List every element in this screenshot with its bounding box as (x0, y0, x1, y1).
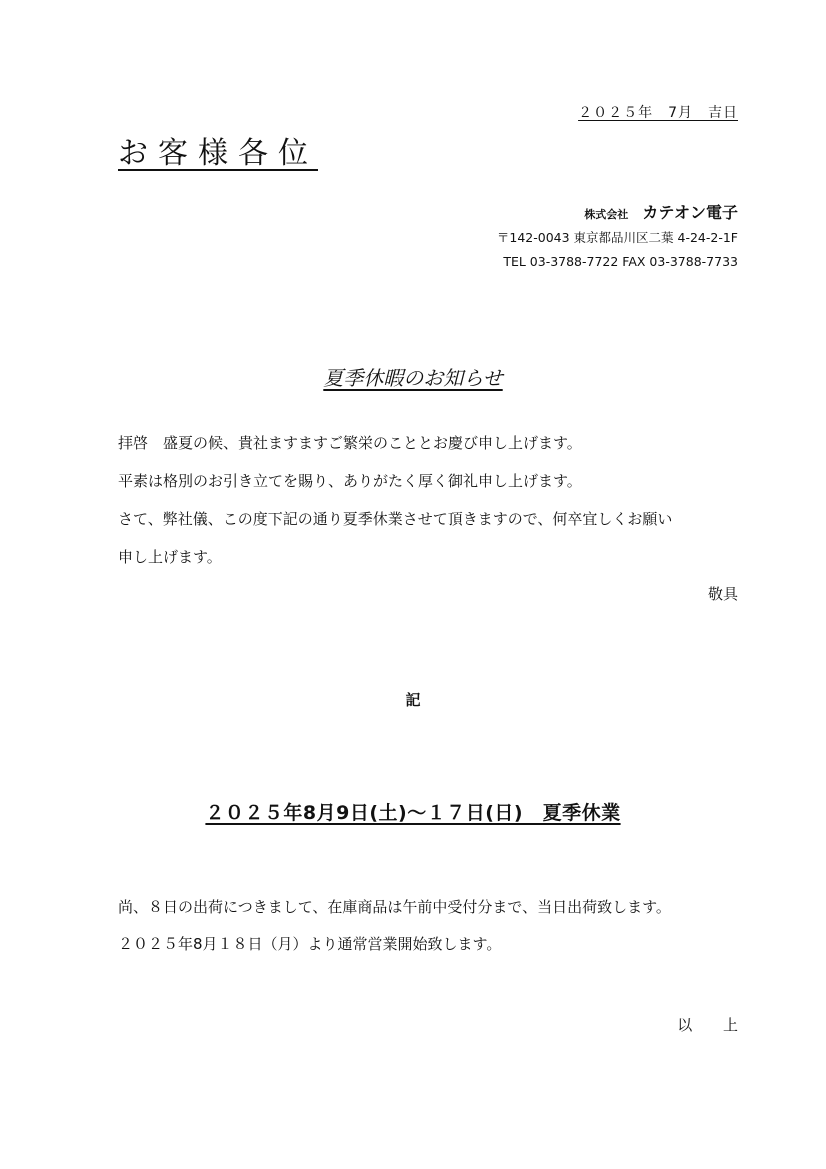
company-prefix: 株式会社 (584, 208, 629, 221)
holiday-period (0, 798, 826, 825)
notice-title (0, 362, 826, 391)
document-date: ２０２５年 7月 吉日 (578, 105, 738, 121)
details-heading: 記 (405, 691, 421, 709)
note-line: 尚、８日の出荷につきまして、在庫商品は午前中受付分まで、当日出荷致します。 (118, 898, 671, 916)
note-line: ２０２５年8月１８日（月）より通常営業開始致します。 (118, 935, 502, 953)
body-line: 申し上げます。 (118, 548, 222, 566)
body-line: 平素は格別のお引き立てを賜り、ありがたく厚く御礼申し上げます。 (118, 472, 582, 490)
company-name: カテオン電子 (642, 203, 738, 222)
sender-address: 〒142-0043 東京都品川区二葉 4-24-2-1F (496, 230, 738, 245)
body-line: 拝啓 盛夏の候、貴社ますますご繁栄のこととお慶び申し上げます。 (118, 434, 582, 452)
sender-company (584, 200, 738, 223)
end-mark: 以 上 (677, 1016, 738, 1034)
recipient-heading: お客様各位 (118, 136, 318, 171)
holiday-period-text: ２０２５年8月9日(土)～１７日(日) 夏季休業 (205, 802, 621, 824)
sender-contact: TEL 03-3788-7722 FAX 03-3788-7733 (503, 254, 738, 269)
body-line: さて、弊社儀、この度下記の通り夏季休業させて頂きますので、何卒宜しくお願い (118, 510, 673, 528)
notice-title-text: 夏季休暇のお知らせ (323, 366, 503, 390)
closing-keigu: 敬具 (707, 585, 738, 603)
